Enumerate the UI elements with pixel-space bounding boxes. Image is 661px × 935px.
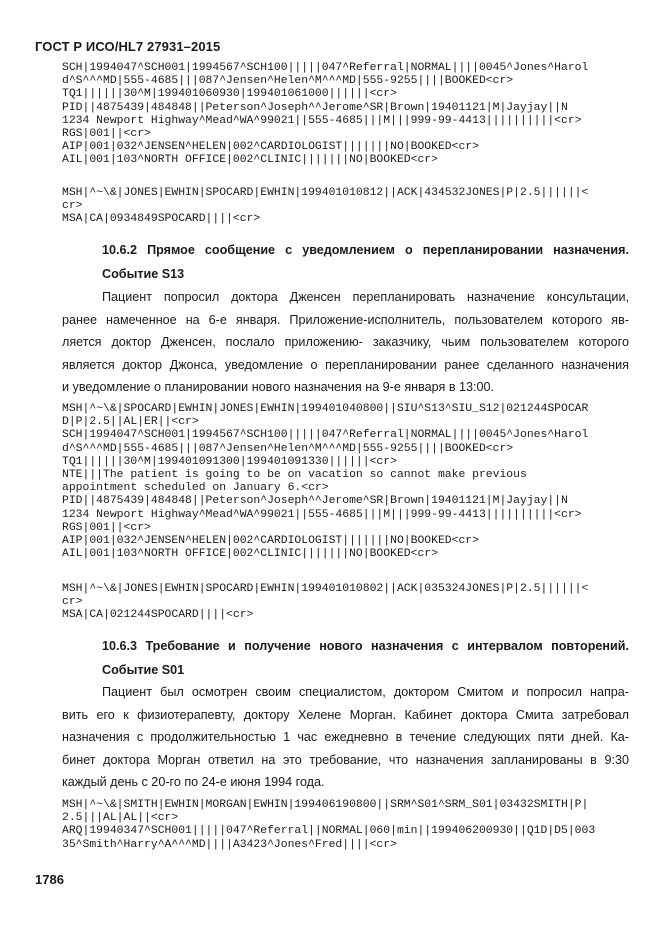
- paragraph-line: бинет доктора Морган ответил на это требование, что назначения запланированы в 9:30: [62, 752, 629, 767]
- document-header: ГОСТ Р ИСО/HL7 27931–2015: [35, 39, 221, 54]
- section-heading-10-6-3: [62, 634, 629, 682]
- hl7-ack-message-2: MSH|^~\&|JONES|EWHIN|SPOCARD|EWHIN|199401010802||ACK|035324JONES|P|2.5||||||< cr> MSA|CA|021244SPOCARD||||<cr>: [62, 583, 589, 622]
- section-10-6-3-paragraph: [62, 681, 629, 794]
- paragraph-line: назначения с продолжительностью 1 час ежедневно в течение следующих пяти дней. Ка-: [62, 730, 629, 744]
- paragraph-line: Пациент был осмотрен своим специалистом, доктором Смитом и попросил напра-: [102, 685, 629, 699]
- hl7-message-srm-s01: MSH|^~\&|SMITH|EWHIN|MORGAN|EWHIN|199406190800||SRM^S01^SRM_S01|03432SMITH|P| 2.5|||AL|AL||<cr> ARQ|19940347^SCH001|||||047^Referral||NORMAL|060|min||199406200930||Q1D|D5|003 35^Smith^Harry^A^^^MD||||A3423^Jones^Fred||||<cr>: [62, 799, 596, 851]
- hl7-ack-message-1: MSH|^~\&|JONES|EWHIN|SPOCARD|EWHIN|199401010812||ACK|434532JONES|P|2.5||||||< cr> MSA|CA|0934849SPOCARD||||<cr>: [62, 187, 589, 226]
- section-heading-event: Событие S01: [102, 663, 185, 677]
- paragraph-line: ляется доктор Дженсен, послало приложению- заказчику, чьим пользователем которого: [62, 335, 629, 349]
- paragraph-line: каждый день с 20-го по 24-е июня 1994 года.: [62, 775, 325, 789]
- paragraph-line: и уведомление о планировании нового назначения на 9-е января в 13:00.: [62, 380, 495, 394]
- section-heading-event: Событие S13: [102, 267, 185, 281]
- section-heading-10-6-2: [62, 238, 629, 286]
- section-heading-title: 10.6.3 Требование и получение нового назначения с интервалом повторений.: [102, 639, 629, 653]
- paragraph-line: является доктор Джонса, уведомление о перепланировании ранее сделанного назначения: [62, 357, 629, 372]
- hl7-message-sch-block: SCH|1994047^SCH001|1994567^SCH100|||||047^Referral|NORMAL||||0045^Jones^Harol d^S^^^MD|555-4685|||087^Jensen^Helen^M^^^MD|555-9255||||BOOKED<cr> TQ1||||||30^M|199401060930|199401061000||||||<cr> PID||4875439|484848||Peterson^Joseph^^Jerome^SR|Brown|19401121|M|Jayjay||N 1234 Newport Highway^Mead^WA^99021||555-4685|||M|||999-99-4413||||||||||<cr> RGS|001||<cr> AIP|001|032^JENSEN^HELEN|002^CARDIOLOGIST|||||||NO|BOOKED<cr> AIL|001|103^NORTH OFFICE|002^CLINIC|||||||NO|BOOKED<cr>: [62, 62, 589, 167]
- page-number: 1786: [35, 872, 64, 887]
- hl7-message-siu-s13: MSH|^~\&|SPOCARD|EWHIN|JONES|EWHIN|199401040800||SIU^S13^SIU_S12|021244SPOCAR D|P|2.5||AL|ER||<cr> SCH|1994047^SCH001|1994567^SCH100|||||047^Referral|NORMAL||||0045^Jones^Harol d^S^^^MD|555-4685|||087^Jensen^Helen^M^^^MD|555-9255||||BOOKED<cr> TQ1||||||30^M|199401091300|199401091330||||||<cr> NTE|||The patient is going to be on vacation so cannot make previous appointment scheduled on January 6.<cr> PID||4875439|484848||Peterson^Joseph^^Jerome^SR|Brown|19401121|M|Jayjay||N 1234 Newport Highway^Mead^WA^99021||555-4685|||M|||999-99-4413||||||||||<cr> RGS|001||<cr> AIP|001|032^JENSEN^HELEN|002^CARDIOLOGIST|||||||NO|BOOKED<cr> AIL|001|103^NORTH OFFICE|002^CLINIC|||||||NO|BOOKED<cr>: [62, 403, 589, 561]
- paragraph-line: Пациент попросил доктора Дженсен перепланировать назначение консультации,: [102, 290, 629, 304]
- section-10-6-2-paragraph: [62, 286, 629, 399]
- paragraph-line: ранее намеченное на 6-е января. Приложение-исполнитель, пользователем которого яв-: [62, 312, 629, 327]
- paragraph-line: вить его к физиотерапевту, доктору Хелене Морган. Кабинет доктора Смита затребовал: [62, 707, 629, 722]
- section-heading-title: 10.6.2 Прямое сообщение с уведомлением о перепланировании назначения.: [102, 243, 629, 257]
